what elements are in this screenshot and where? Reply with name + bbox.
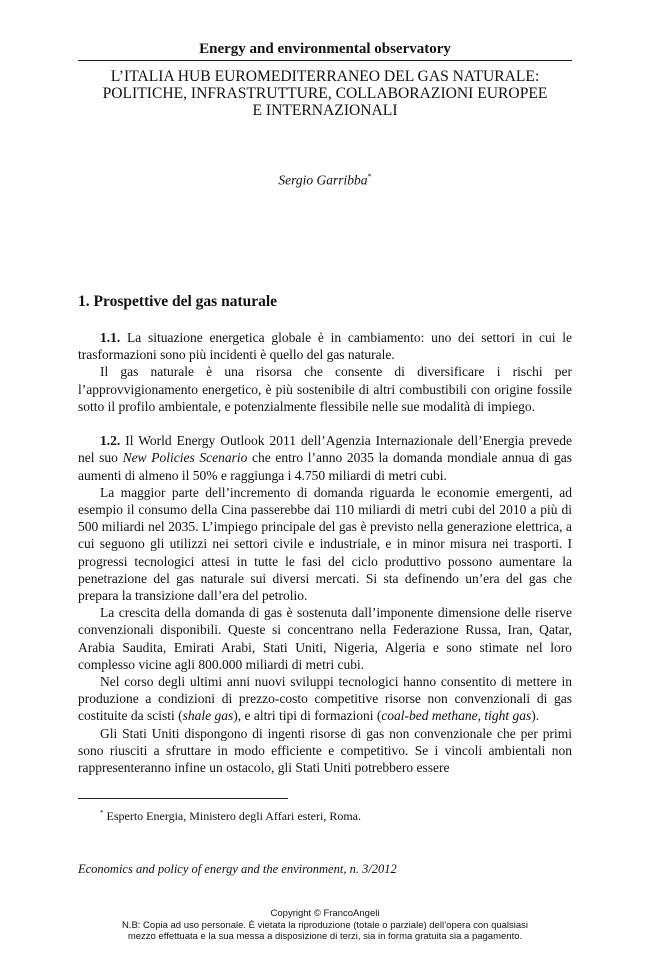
copyright-line: N.B: Copia ad uso personale. È vietata la riproduzione (totale o parziale) dell’opera con qualsiasi: [121, 919, 529, 931]
author-line: [0, 172, 650, 189]
footnote-mark: *: [100, 809, 104, 817]
title-line: E INTERNAZIONALI: [252, 102, 398, 119]
author-footnote-mark: *: [367, 172, 372, 181]
paragraph-text: ).: [531, 708, 540, 724]
footnote: [100, 809, 361, 824]
paragraph-emphasis: New Policies Scenario: [122, 450, 248, 466]
footnote-rule: [78, 798, 288, 799]
paragraph-text: che entro l’anno 2035 la domanda mondiale annua di gas aumenti di almeno il 50% e raggiunga i 4.750 miliardi di metri cubi.: [78, 450, 573, 483]
journal-footer: Economics and policy of energy and the environment, n. 3/2012: [78, 862, 397, 876]
copyright-notice: [0, 908, 650, 943]
paragraph-text: La crescita della domanda di gas è sostenuta dall’imponente dimensione delle riserve convenzionali disponibili. Queste si concentrano nella Federazione Russa, Iran, Qatar, Arabia Saudita, Emirati Arabi, Stati Uniti, Nigeria, Algeria e sono stimate nel loro complesso vicine agli 800.000 miliardi di metri cubi.: [78, 605, 572, 672]
paragraph-text: La maggior parte dell’incremento di domanda riguarda le economie emergenti, ad esempio il consumo della Cina passerebbe dai 110 miliardi di metri cubi del 2010 a più di 500 miliardi nel 2035. L’impiego principale del gas è previsto nella generazione elettrica, a cui seguono gli utilizzi nei settori civile e industriale, e in minor misura nei trasporti. I progressi tecnologici attesi in tutte le fasi del ciclo produttivo possono aumentare la penetrazione del gas naturale sui diversi mercati. Si sta definendo un’era del gas che prepara la transizione dall’era del petrolio.: [78, 484, 572, 604]
paragraph-text: Gli Stati Uniti dispongono di ingenti risorse di gas non convenzionale che per primi sono riusciti a sfruttare in modo efficiente e competitivo. Se i vincoli ambientali non rappresenteranno infine un ostacolo, gli Stati Uniti potrebbero essere: [78, 725, 572, 776]
paragraph-text: Il gas naturale è una risorsa che consente di diversificare i rischi per l’approvvigionamento energetico, è più sostenibile di altri combustibili con origine fossile sotto il profilo ambientale, e potenzialmente flessibile nelle sue modalità di impiego.: [78, 364, 572, 414]
paragraph: [78, 725, 572, 777]
paragraph-number: 1.1.: [100, 330, 121, 345]
paragraph-text: ), e altri tipi di formazioni (: [233, 708, 382, 724]
paragraph-1-1: [78, 329, 572, 363]
author-name: Sergio Garribba: [278, 172, 368, 188]
footnote-text: Esperto Energia, Ministero degli Affari esteri, Roma.: [103, 809, 361, 823]
section-heading: 1. Prospettive del gas naturale: [78, 293, 278, 310]
header-rule: [78, 60, 572, 61]
title-line: L’ITALIA HUB EUROMEDITERRANEO DEL GAS NATURALE:: [110, 68, 540, 85]
paragraph: [78, 604, 572, 673]
paragraph-text: La situazione energetica globale è in cambiamento: uno dei settori in cui le trasformazioni sono più incidenti è quello del gas naturale.: [78, 330, 572, 363]
paragraph: [78, 484, 572, 604]
paragraph-1-2: [78, 432, 572, 484]
paragraph: [78, 363, 572, 415]
copyright-line: mezzo effettuata e la sua messa a disposizione di terzi, sia in forma gratuita sia a pagamento.: [127, 931, 523, 942]
paragraph-text: Il World Energy Outlook 2011 dell’Agenzia Internazionale dell’Energia prevede nel suo: [78, 433, 572, 466]
paragraph-emphasis: coal-bed methane, tight gas: [381, 708, 532, 724]
body-text: [78, 329, 572, 776]
title-line: POLITICHE, INFRASTRUTTURE, COLLABORAZIONI EUROPEE: [102, 85, 548, 102]
article-title: [78, 68, 572, 119]
running-head: Energy and environmental observatory: [199, 41, 451, 57]
paragraph-text: Nel corso degli ultimi anni nuovi sviluppi tecnologici hanno consentito di mettere in produzione a condizioni di prezzo-costo competitive risorse non convenzionali di gas costituite da scisti (: [78, 674, 572, 724]
copyright-line: Copyright © FrancoAngeli: [270, 908, 380, 919]
paragraph-number: 1.2.: [100, 433, 121, 449]
paragraph: [78, 673, 572, 725]
paragraph-emphasis: shale gas: [182, 708, 234, 724]
